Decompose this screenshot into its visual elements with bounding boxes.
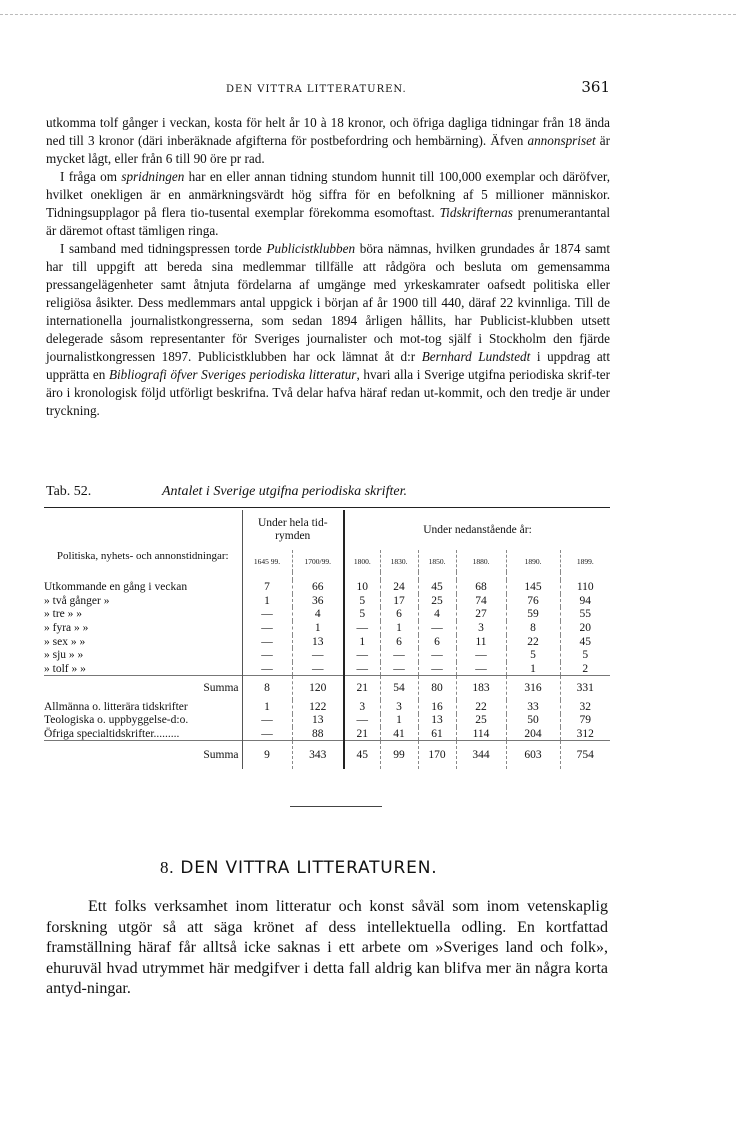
table-row <box>44 648 610 662</box>
table-cell: — <box>242 648 292 662</box>
text-run: böra nämnas, hvilken grundades år 1874 samt har till uppgift att bereda sina medlemmar tillfälle att rådgöra och besluta om gemensamma pressangelägenheter samt åtnjuta fördelarna af umgänge med yrkeskamrater oafsedt politiska eller religiösa åsikter. Dess medlemmars antal uppgick i början af år 1900 till 440, däraf 22 kvinnliga. Till de internationella journalistkongresserna, som sedan 1894 årligen hållits, har Publicist-klubben utsett delegerade såsom representanter för Sveriges journalister och mot-tog själf i Stockholm den fjärde journalistkongressen 1897. Publicistklubben har ock lämnat åt d:r <box>46 241 611 364</box>
period-header: 1880. <box>456 550 506 572</box>
table-cell: 50 <box>506 714 560 728</box>
body-text <box>46 114 610 420</box>
table-cell: — <box>242 662 292 676</box>
table-cell: — <box>242 714 292 728</box>
row-label: » sju » » <box>44 649 84 662</box>
table-cell: 9 <box>242 741 292 769</box>
table-row <box>44 635 610 649</box>
table-cell: 8 <box>242 676 292 700</box>
text-run: har en eller annan tidning stundom hunnit till 100,000 exemplar och däröfver, hvilket onekligen är en anmärkningsvärdt hög siffra för en befolkning af 5 millioner människor. Tidningsupplagor på flera tio-tusental exemplar förekomma esomoftast. <box>46 169 610 220</box>
table-cell: 1 <box>242 594 292 608</box>
table-row <box>44 727 610 741</box>
table-cell: 45 <box>560 635 610 649</box>
table-cell: 4 <box>292 607 344 621</box>
table-cell: 94 <box>560 594 610 608</box>
table-row <box>44 594 610 608</box>
table-cell: 21 <box>344 676 380 700</box>
row-label: Summa <box>44 741 242 769</box>
table-cell: 79 <box>560 714 610 728</box>
table-cell: 13 <box>292 635 344 649</box>
table-cell: — <box>344 648 380 662</box>
table-cell: 22 <box>456 700 506 714</box>
table-top-rule <box>44 507 610 508</box>
period-header: 1700/99. <box>292 550 344 572</box>
table-cell: 603 <box>506 741 560 769</box>
table-cell: 45 <box>418 580 456 594</box>
row-label: » två gånger » <box>44 594 110 607</box>
table-cell: 343 <box>292 741 344 769</box>
period-header: 1800. <box>344 550 380 572</box>
table-cell: 1 <box>344 635 380 649</box>
table-cell: 316 <box>506 676 560 700</box>
table-cell: 45 <box>344 741 380 769</box>
table-cell: 59 <box>506 607 560 621</box>
table-number: Tab. 52. <box>46 484 92 499</box>
row-label: » sex » » <box>44 635 86 648</box>
table-cell: 110 <box>560 580 610 594</box>
row-label: » fyra » » <box>44 621 89 634</box>
table-cell: 4 <box>418 607 456 621</box>
page-top-edge <box>0 14 736 15</box>
table-cell: 36 <box>292 594 344 608</box>
table-cell: 120 <box>292 676 344 700</box>
periodicals-table <box>44 510 610 769</box>
table-cell: 5 <box>560 648 610 662</box>
table-cell: 80 <box>418 676 456 700</box>
table-cell: 170 <box>418 741 456 769</box>
italic-phrase: Publicistklubben <box>266 241 356 256</box>
table-row <box>44 714 610 728</box>
text-run: i uppdrag att upprätta en <box>46 349 610 382</box>
row-label: Summa <box>44 676 242 700</box>
table-cell: 6 <box>380 635 418 649</box>
italic-phrase: Bibliografi öfver Sveriges periodiska litteratur <box>108 367 357 382</box>
table-cell: 21 <box>344 727 380 741</box>
period-header: 1890. <box>506 550 560 572</box>
table-cell: 16 <box>418 700 456 714</box>
corner-label: Politiska, nyhets- och annonstidningar: <box>56 550 229 562</box>
spacer-row <box>44 572 610 580</box>
table-row <box>44 580 610 594</box>
period-header: 1850. <box>418 550 456 572</box>
table-cell: 88 <box>292 727 344 741</box>
table-cell: — <box>456 662 506 676</box>
summa-row <box>44 741 610 769</box>
table-cell: 54 <box>380 676 418 700</box>
table-cell: — <box>292 648 344 662</box>
table-row <box>44 621 610 635</box>
page-number: 361 <box>581 78 610 96</box>
table-cell: — <box>380 662 418 676</box>
table-cell: — <box>242 607 292 621</box>
table-cell: 11 <box>456 635 506 649</box>
table-cell: 25 <box>418 594 456 608</box>
body-paragraph <box>46 114 610 168</box>
text-run: är mycket lågt, eller från 6 till 90 öre pr rad. <box>46 133 610 166</box>
table-cell: 32 <box>560 700 610 714</box>
table-cell: 22 <box>506 635 560 649</box>
head-span-right: Under nedanstående år: <box>344 510 610 550</box>
row-label: Utkommande en gång i veckan <box>44 580 188 593</box>
table-cell: 122 <box>292 700 344 714</box>
table-cell: 5 <box>344 607 380 621</box>
table-cell: 74 <box>456 594 506 608</box>
table-cell: — <box>418 648 456 662</box>
table-cell: 2 <box>560 662 610 676</box>
table-cell: 3 <box>344 700 380 714</box>
table-cell: 10 <box>344 580 380 594</box>
table-cell: 24 <box>380 580 418 594</box>
table-cell: 114 <box>456 727 506 741</box>
table-cell: — <box>380 648 418 662</box>
table-cell: — <box>344 662 380 676</box>
running-title: DEN VITTRA LITTERATUREN. <box>226 84 407 95</box>
table-cell: — <box>292 662 344 676</box>
row-label: Teologiska o. uppbyggelse-d:o. <box>44 714 189 727</box>
table-cell: 204 <box>506 727 560 741</box>
row-label: Öfriga specialtidskrifter......... <box>44 727 180 740</box>
table-cell: 6 <box>380 607 418 621</box>
table-cell: 66 <box>292 580 344 594</box>
table-cell: 5 <box>344 594 380 608</box>
table-cell: 76 <box>506 594 560 608</box>
section-title: DEN VITTRA LITTERATUREN. <box>180 858 438 878</box>
page-header <box>46 78 610 98</box>
table-cell: — <box>242 621 292 635</box>
body-paragraph <box>46 168 610 240</box>
table-cell: 27 <box>456 607 506 621</box>
table-cell: 33 <box>506 700 560 714</box>
table-row <box>44 700 610 714</box>
table-cell: 1 <box>242 700 292 714</box>
text-run: , hvari alla i Sverige utgifna periodiska skrif-ter äro i kronologisk följd utförligt beskrifna. Två delar hafva häraf redan ut-kommit, och den tredje är under tryckning. <box>46 367 611 418</box>
table-row <box>44 662 610 676</box>
italic-phrase: Bernhard Lundstedt <box>421 349 531 364</box>
text-run: I fråga om <box>60 169 122 184</box>
table-cell: 344 <box>456 741 506 769</box>
table-cell: — <box>418 621 456 635</box>
table-row <box>44 607 610 621</box>
table-cell: 8 <box>506 621 560 635</box>
table-title: Antalet i Sverige utgifna periodiska skrifter. <box>162 484 407 499</box>
text-run: utkomma tolf gånger i veckan, kosta för helt år 10 à 18 kronor, och öfriga dagliga tidningar från 18 ända ned till 3 kronor (däri inberäknade afgifterna för postbefordring och hembärning). Äfven <box>46 115 610 148</box>
table-cell: 1 <box>380 621 418 635</box>
table-cell: 20 <box>560 621 610 635</box>
period-header: 1899. <box>560 550 610 572</box>
table-cell: 3 <box>456 621 506 635</box>
table-cell: 1 <box>292 621 344 635</box>
table-cell: 754 <box>560 741 610 769</box>
table-cell: — <box>344 621 380 635</box>
table-cell: — <box>418 662 456 676</box>
row-label: » tre » » <box>44 608 83 621</box>
table-cell: 61 <box>418 727 456 741</box>
section-text: Ett folks verksamhet inom litteratur och konst såväl som inom vetenskaplig forskning utgör så att säga krönet af dess intellektuella odling. En kortfattad framställning häraf får alltså icke saknas i ett arbete om »Sveriges land och folk», ehuruväl hvad utrymmet här medgifver i detta fall aldrig kan blifva mer än några korta antyd-ningar. <box>46 898 608 997</box>
table-cell: 1 <box>506 662 560 676</box>
table-cell: 55 <box>560 607 610 621</box>
period-header: 1830. <box>380 550 418 572</box>
section-heading <box>160 858 437 878</box>
table-cell: 312 <box>560 727 610 741</box>
table-cell: 99 <box>380 741 418 769</box>
body-paragraph <box>46 240 610 420</box>
table-cell: 3 <box>380 700 418 714</box>
italic-phrase: annonspriset <box>527 133 596 148</box>
table-cell: 7 <box>242 580 292 594</box>
table-cell: 331 <box>560 676 610 700</box>
head-span-left: Under hela tid-rymden <box>242 510 344 550</box>
table-cell: 6 <box>418 635 456 649</box>
table-cell: 1 <box>380 714 418 728</box>
text-run: I samband med tidningspressen torde <box>60 241 267 256</box>
section-number: 8. <box>160 858 175 877</box>
text-run: prenumerantantal är däremot oftast tämligen ringa. <box>46 205 610 238</box>
table-cell: 13 <box>418 714 456 728</box>
period-header: 1645 99. <box>242 550 292 572</box>
table-cell: — <box>242 727 292 741</box>
table-corner-top <box>44 510 242 550</box>
table-cell: — <box>242 635 292 649</box>
table-cell: 145 <box>506 580 560 594</box>
italic-phrase: Tidskrifternas <box>439 205 513 220</box>
table-cell: 25 <box>456 714 506 728</box>
row-label: Allmänna o. litterära tidskrifter <box>44 700 188 713</box>
table-cell: 13 <box>292 714 344 728</box>
summa-row <box>44 676 610 700</box>
table-cell: 68 <box>456 580 506 594</box>
table-cell: 183 <box>456 676 506 700</box>
row-label: » tolf » » <box>44 662 86 675</box>
table-cell: — <box>456 648 506 662</box>
table-cell: 17 <box>380 594 418 608</box>
section-divider <box>290 806 382 807</box>
table-cell: 5 <box>506 648 560 662</box>
table-cell: — <box>344 714 380 728</box>
table-cell: 41 <box>380 727 418 741</box>
italic-phrase: spridningen <box>121 169 185 184</box>
